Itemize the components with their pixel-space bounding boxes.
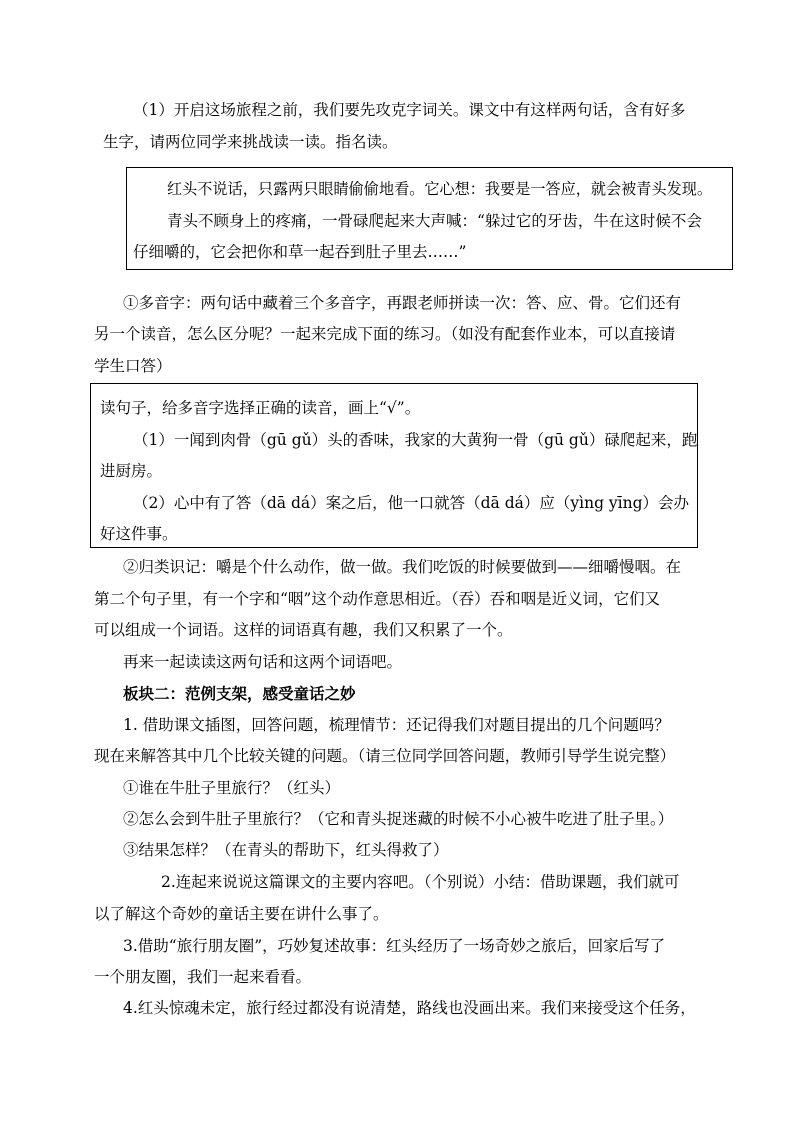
exercise-line2: （1）一闻到肉骨（gū gǔ）头的香味，我家的大黄狗一骨（gū gǔ）碌爬起来，跑	[133, 431, 698, 449]
step2-line1: 2.连起来说说这篇课文的主要内容吧。（个别说）小结：借助课题，我们就可	[161, 873, 680, 891]
step4-line1: 4.红头惊魂未定，旅行经过都没有说清楚，路线也没画出来。我们来接受这个任务，	[123, 999, 696, 1017]
exercise-line1: 读句子，给多音字选择正确的读音，画上“√”。	[100, 399, 421, 417]
para1-line1: （1）开启这场旅程之前，我们要先攻克字词关。课文中有这样两句话，含有好多	[133, 101, 686, 119]
step3-line1: 3.借助“旅行朋友圈”，巧妙复述故事：红头经历了一场奇妙之旅后，回家后写了	[123, 937, 666, 955]
exercise-line4: （2）心中有了答（dā dá）案之后，他一口就答（dā dá）应（yìng yīng）会办	[133, 494, 690, 512]
step3-line2: 一个朋友圈，我们一起来看看。	[94, 968, 312, 986]
section2-title: 板块二：范例支架，感受童话之妙	[123, 684, 356, 703]
step1-line2: 现在来解答其中几个比较关键的问题。（请三位同学回答问题，教师引导学生说完整）	[94, 747, 676, 765]
para1-line2: 生字，请两位同学来挑战读一读。指名读。	[103, 133, 398, 151]
question-2: ②怎么会到牛肚子里旅行？（它和青头捉迷藏的时候不小心被牛吃进了肚子里。）	[123, 810, 674, 828]
quote-line1: 红头不说话，只露两只眼睛偷偷地看。它心想：我要是一答应，就会被青头发现。	[167, 180, 713, 198]
polyphone-line3: 学生口答）	[94, 357, 172, 375]
classify-line3: 可以组成一个词语。这样的词语真有趣，我们又积累了一个。	[94, 621, 513, 639]
polyphone-line1: ①多音字：两句话中藏着三个多音字，再跟老师拼读一次：答、应、骨。它们还有	[123, 294, 682, 312]
read-again: 再来一起读读这两句话和这两个词语吧。	[123, 653, 403, 671]
polyphone-line2: 另一个读音，怎么区分呢？一起来完成下面的练习。（如没有配套作业本，可以直接请	[94, 325, 676, 343]
quote-line2: 青头不顾身上的疼痛，一骨碌爬起来大声喊：“躲过它的牙齿，牛在这时候不会	[167, 212, 702, 230]
step1-line1: 1. 借助课文插图，回答问题，梳理情节：还记得我们对题目提出的几个问题吗？	[123, 716, 670, 734]
quote-line3: 仔细嚼的，它会把你和草一起吞到肚子里去……”	[133, 243, 467, 261]
question-1: ①谁在牛肚子里旅行？（红头）	[123, 779, 341, 797]
question-3: ③结果怎样？（在青头的帮助下，红头得救了）	[123, 841, 449, 859]
classify-line2: 第二个句子里，有一个字和“咽”这个动作意思相近。（吞）吞和咽是近义词，它们又	[94, 590, 661, 608]
exercise-line5: 好这件事。	[100, 525, 178, 543]
step2-line2: 以了解这个奇妙的童话主要在讲什么事了。	[94, 905, 389, 923]
exercise-line3: 进厨房。	[100, 462, 163, 480]
classify-line1: ②归类识记：嚼是个什么动作，做一做。我们吃饭的时候要做到——细嚼慢咽。在	[123, 558, 682, 576]
